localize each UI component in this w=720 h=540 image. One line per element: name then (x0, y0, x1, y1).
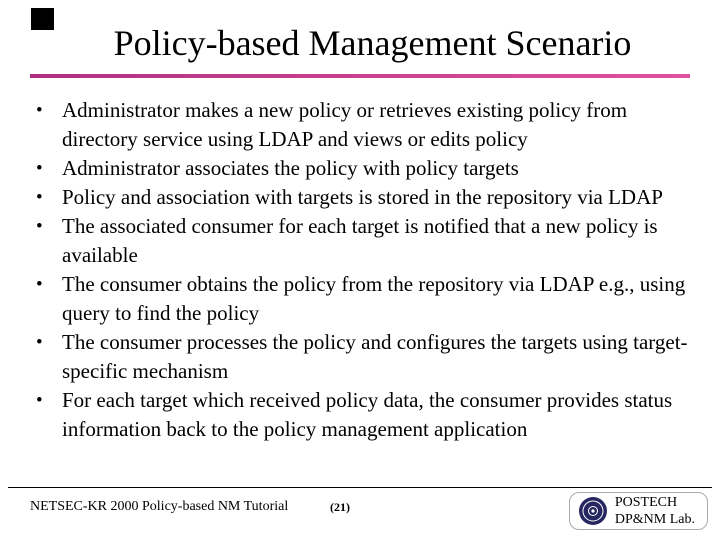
bullet-item (36, 96, 700, 154)
bullet-item (36, 212, 700, 270)
bullet-icon: • (36, 390, 43, 411)
footer-tutorial-name: NETSEC-KR 2000 Policy-based NM Tutorial (30, 499, 289, 514)
footer-divider (8, 487, 712, 488)
bullet-item (36, 154, 700, 183)
bullet-text: Policy and association with targets is stored in the repository via LDAP (62, 185, 663, 209)
footer-org-block (615, 494, 695, 528)
bullet-text: Administrator makes a new policy or retrieves existing policy from directory service using LDAP and views or edits policy (62, 98, 628, 151)
bullet-icon: • (36, 274, 43, 295)
bullet-icon: • (36, 100, 43, 121)
bullet-text: The consumer processes the policy and configures the targets using target-specific mechanism (62, 330, 688, 383)
bullet-item (36, 328, 700, 386)
page-title: Policy-based Management Scenario (113, 23, 632, 63)
bullet-item (36, 386, 700, 444)
footer-lab-badge (569, 492, 708, 530)
bullet-icon: • (36, 332, 43, 353)
bullet-list (36, 96, 700, 444)
postech-logo-icon (578, 496, 608, 526)
bullet-item (36, 183, 700, 212)
footer-org-name: POSTECH (614, 495, 678, 510)
title-underline (30, 74, 690, 78)
bullet-text: The associated consumer for each target is notified that a new policy is available (62, 214, 658, 267)
bullet-text: The consumer obtains the policy from the repository via LDAP e.g., using query to find the policy (62, 272, 686, 325)
bullet-item (36, 270, 700, 328)
bullet-icon: • (36, 158, 43, 179)
bullet-icon: • (36, 216, 43, 237)
footer-lab-name: DP&NM Lab. (614, 512, 695, 527)
bullet-text: Administrator associates the policy with policy targets (62, 156, 519, 180)
footer-page-number: (21) (330, 500, 350, 514)
bullet-icon: • (36, 187, 43, 208)
bullet-text: For each target which received policy data, the consumer provides status information back to the policy management application (62, 388, 673, 441)
